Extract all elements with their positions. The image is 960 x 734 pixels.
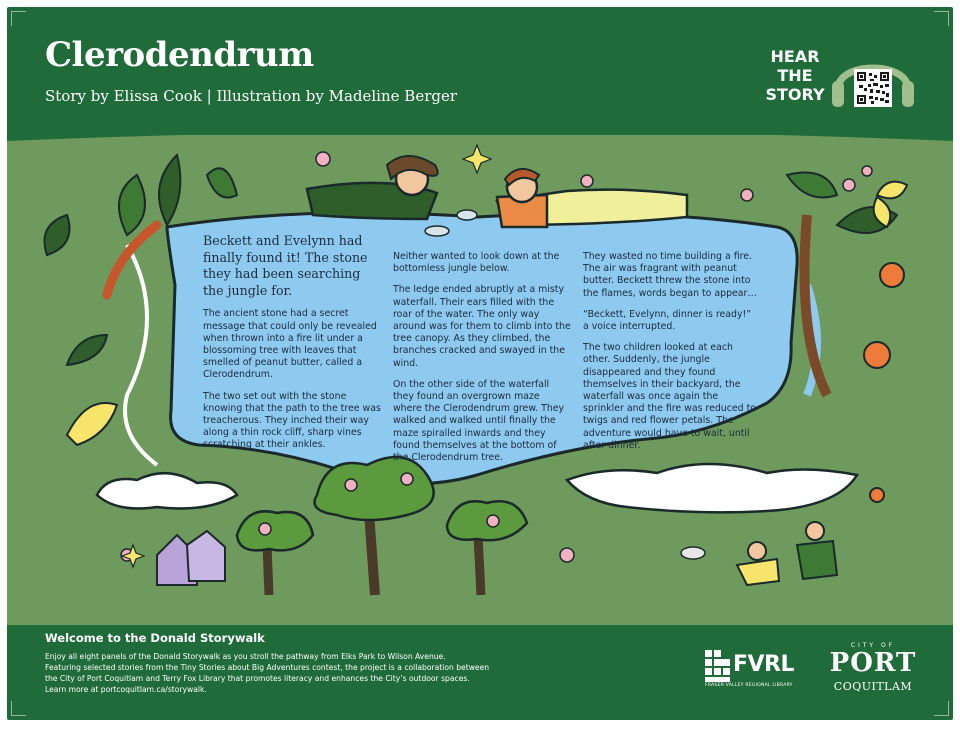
story-column-2 xyxy=(393,251,571,473)
crop-mark xyxy=(11,701,26,716)
pc-coquitlam: COQUITLAM xyxy=(833,680,913,693)
hear-the-story-label xyxy=(760,47,830,104)
fvrl-wordmark: FVRL xyxy=(733,652,795,677)
story-paragraph: The ancient stone had a secret message that could only be revealed when thrown into a fire lit under a blossoming tree with leaves that smelled of peanut butter, called a Clerodendrum. xyxy=(203,308,377,381)
footer-info xyxy=(45,631,665,695)
story-paragraph: The two children looked at each other. Suddenly, the jungle disappeared and they found themselves in their backyard, the waterfall was once again the sprinkler and the fire was reduced to twigs and red flower petals. The adventure would have to wait, until after dinner. xyxy=(583,342,757,451)
fvrl-bookstack-icon xyxy=(705,650,731,682)
story-byline: Story by Elissa Cook | Illustration by Madeline Berger xyxy=(45,87,458,105)
story-column-3 xyxy=(583,251,759,461)
story-paragraph: They wasted no time building a fire. The air was fragrant with peanut butter. Beckett threw the stone into the flames, words began to appear… xyxy=(583,251,757,299)
story-column-1 xyxy=(203,233,381,461)
fvrl-subtitle: FRASER VALLEY REGIONAL LIBRARY xyxy=(705,683,793,688)
pc-city-of: CITY OF xyxy=(850,642,896,649)
pc-port: PORT xyxy=(829,648,917,678)
story-lead: Beckett and Evelynn had finally found it! The stone they had been searching the jungle for. xyxy=(203,233,368,298)
headphones-qr-icon[interactable] xyxy=(830,43,916,111)
footer-line: the City of Port Coquitlam and Terry Fox Library that promotes literacy and enhances the City’s outdoor spaces. xyxy=(45,674,470,683)
footer-heading: Welcome to the Donald Storywalk xyxy=(45,631,265,645)
fvrl-logo xyxy=(705,646,801,692)
storywalk-panel xyxy=(7,7,953,720)
footer-line: Enjoy all eight panels of the Donald Storywalk as you stroll the pathway from Elks Park to Wilson Avenue. xyxy=(45,652,446,661)
story-paragraph: Neither wanted to look down at the bottomless jungle below. xyxy=(393,251,560,275)
port-coquitlam-logo xyxy=(827,642,919,702)
story-paragraph: “Beckett, Evelynn, dinner is ready!” a voice interrupted. xyxy=(583,308,752,333)
story-paragraph: On the other side of the waterfall they found an overgrown maze where the Clerodendrum grew. They walked and walked until finally the maze spiralled inwards and they found themselves at the bottom of the Clerodendrum tree. xyxy=(393,378,565,464)
footer-line: Learn more at portcoquitlam.ca/storywalk. xyxy=(45,685,207,694)
hear-line-1: HEAR xyxy=(770,47,820,66)
story-title: Clerodendrum xyxy=(45,35,314,75)
hear-line-3: STORY xyxy=(765,85,825,104)
hear-line-2: THE xyxy=(777,66,813,85)
story-paragraph: The two set out with the stone knowing that the path to the tree was treacherous. They inched their way along a thin rock cliff, sharp vines scratching at their ankles. xyxy=(203,390,381,451)
crop-mark xyxy=(934,701,949,716)
crop-mark xyxy=(11,11,26,26)
story-paragraph: The ledge ended abruptly at a misty waterfall. Their ears filled with the roar of the water. The only way around was for them to climb into the tree canopy. As they climbed, the branches cracked and swayed in the wind. xyxy=(393,284,571,369)
crop-mark xyxy=(934,11,949,26)
footer-line: Featuring selected stories from the Tiny Stories about Big Adventures contest, the project is a collaboration between xyxy=(45,663,490,672)
